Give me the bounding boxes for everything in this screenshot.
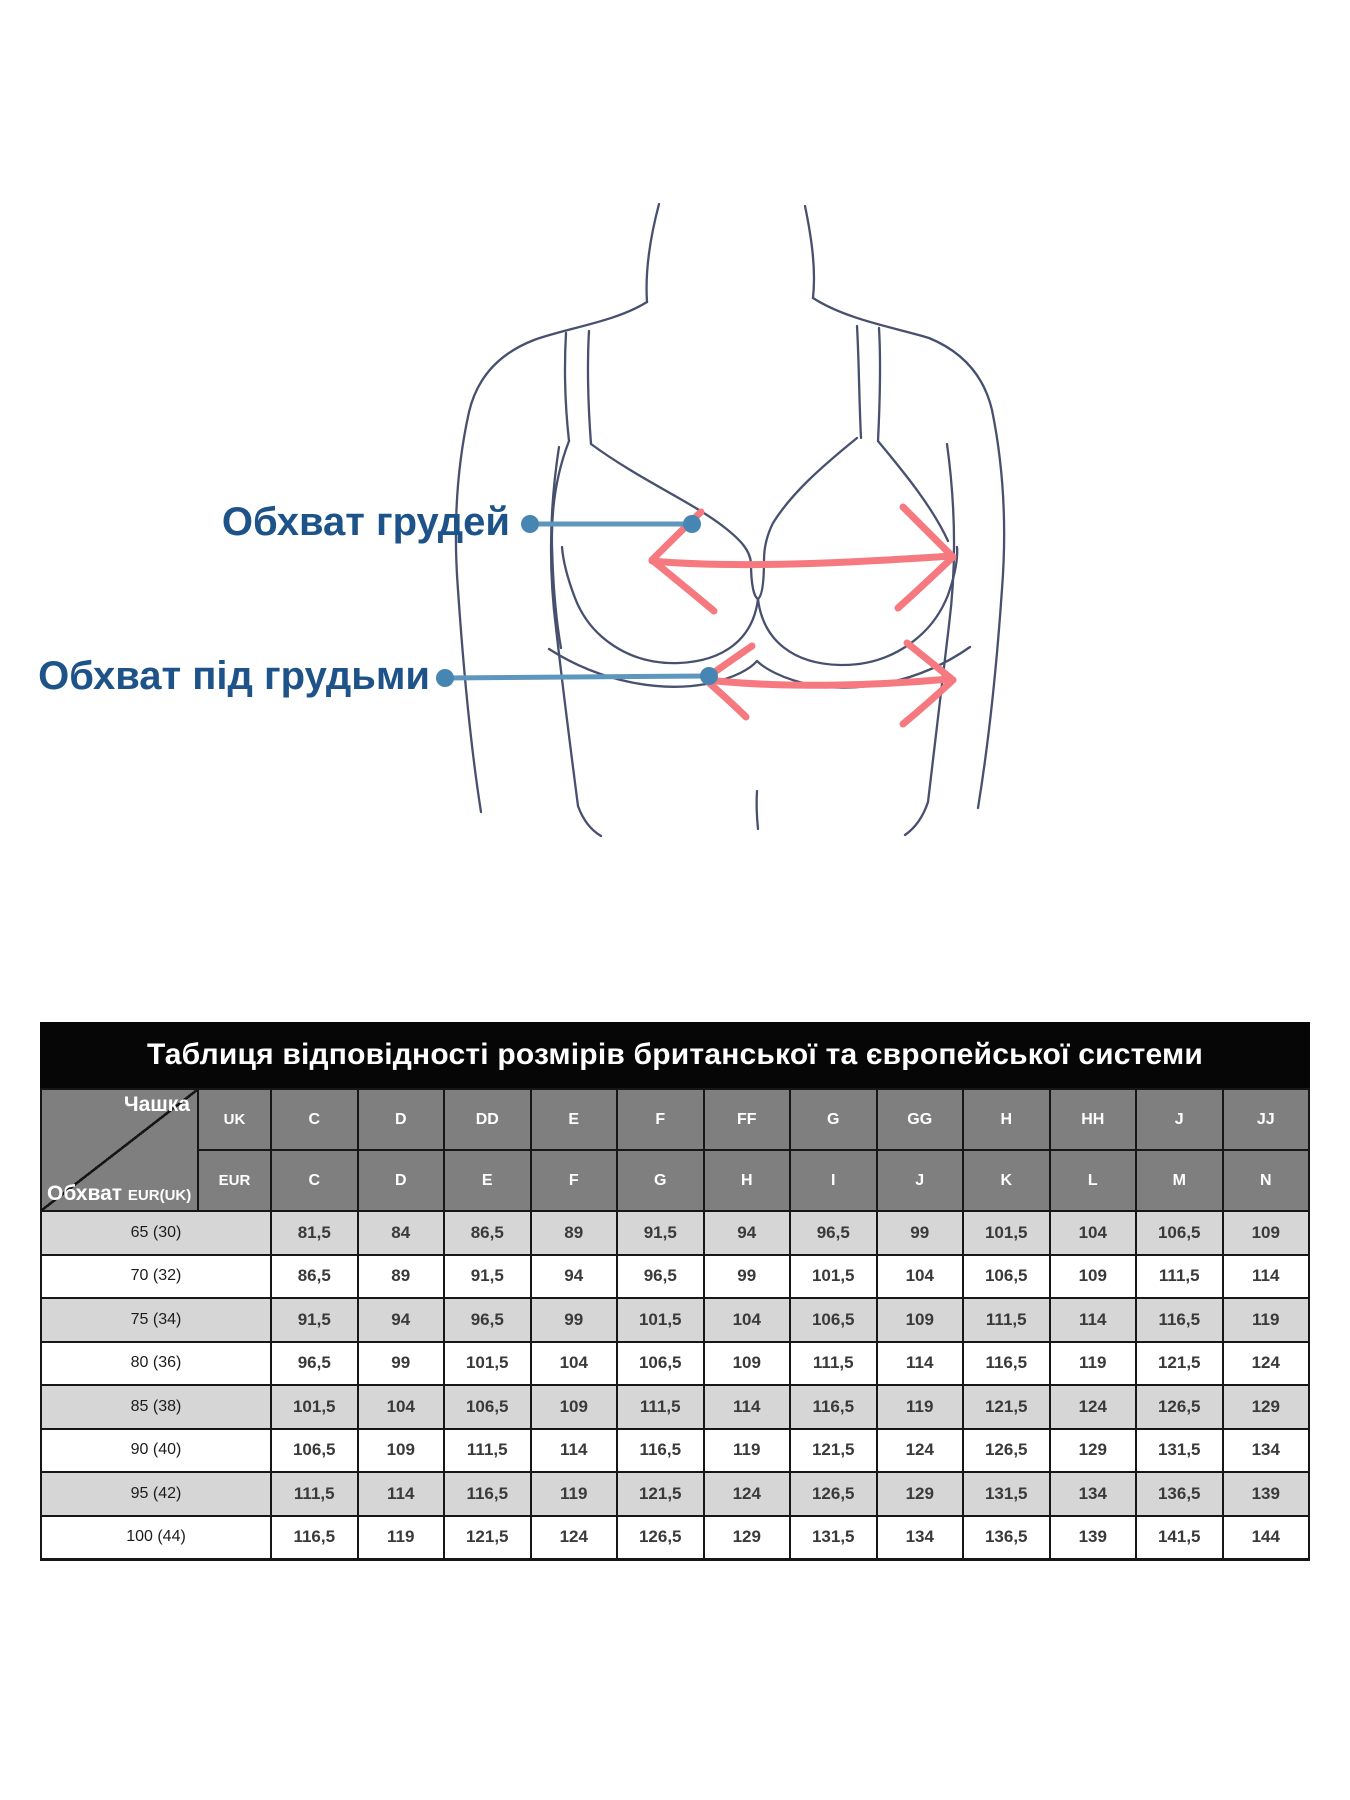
size-value-cell: 131,5 bbox=[791, 1517, 876, 1559]
size-value-cell: 139 bbox=[1224, 1473, 1309, 1515]
band-label-cell: 65 (30) bbox=[42, 1212, 270, 1254]
band-label-cell: 90 (40) bbox=[42, 1430, 270, 1472]
size-value-cell: 111,5 bbox=[1137, 1256, 1222, 1298]
size-value-cell: 129 bbox=[705, 1517, 790, 1559]
size-value-cell: 89 bbox=[532, 1212, 617, 1254]
torso-figure bbox=[456, 204, 1004, 836]
size-value-cell: 111,5 bbox=[964, 1299, 1049, 1341]
size-value-cell: 104 bbox=[878, 1256, 963, 1298]
size-value-cell: 96,5 bbox=[791, 1212, 876, 1254]
size-value-cell: 101,5 bbox=[445, 1343, 530, 1385]
size-value-cell: 119 bbox=[532, 1473, 617, 1515]
size-value-cell: 104 bbox=[532, 1343, 617, 1385]
size-value-cell: 119 bbox=[878, 1386, 963, 1428]
uk-cup-header-FF: FF bbox=[705, 1090, 790, 1149]
size-value-cell: 109 bbox=[705, 1343, 790, 1385]
bust-arrow-shaft bbox=[652, 556, 952, 565]
band-label-cell: 70 (32) bbox=[42, 1256, 270, 1298]
size-value-cell: 121,5 bbox=[964, 1386, 1049, 1428]
band-label-cell: 85 (38) bbox=[42, 1386, 270, 1428]
size-value-cell: 99 bbox=[878, 1212, 963, 1254]
size-value-cell: 126,5 bbox=[791, 1473, 876, 1515]
size-value-cell: 109 bbox=[878, 1299, 963, 1341]
underbust-connector-dot-right bbox=[700, 667, 718, 685]
size-value-cell: 124 bbox=[532, 1517, 617, 1559]
uk-cup-header-DD: DD bbox=[445, 1090, 530, 1149]
size-value-cell: 86,5 bbox=[445, 1212, 530, 1254]
size-grid bbox=[40, 1088, 1310, 1561]
size-value-cell: 124 bbox=[1051, 1386, 1136, 1428]
size-value-cell: 114 bbox=[532, 1430, 617, 1472]
size-value-cell: 129 bbox=[878, 1473, 963, 1515]
size-value-cell: 134 bbox=[1224, 1430, 1309, 1472]
size-value-cell: 101,5 bbox=[272, 1386, 357, 1428]
size-value-cell: 106,5 bbox=[791, 1299, 876, 1341]
underbust-connector-dot-left bbox=[436, 669, 454, 687]
size-value-cell: 134 bbox=[878, 1517, 963, 1559]
uk-cup-header-GG: GG bbox=[878, 1090, 963, 1149]
size-value-cell: 99 bbox=[532, 1299, 617, 1341]
size-value-cell: 121,5 bbox=[445, 1517, 530, 1559]
right-cup-side-edge bbox=[878, 441, 948, 541]
uk-cup-header-HH: HH bbox=[1051, 1090, 1136, 1149]
size-value-cell: 101,5 bbox=[618, 1299, 703, 1341]
underbust-circumference-label: Обхват під грудьми bbox=[38, 654, 430, 698]
underbust-connector-line bbox=[445, 676, 709, 678]
size-value-cell: 129 bbox=[1224, 1386, 1309, 1428]
table-title: Таблиця відповідності розмірів британської та європейської системи bbox=[40, 1022, 1310, 1088]
right-cup-neckline bbox=[758, 438, 857, 599]
size-value-cell: 94 bbox=[532, 1256, 617, 1298]
size-value-cell: 106,5 bbox=[445, 1386, 530, 1428]
eur-cup-header-K: K bbox=[964, 1151, 1049, 1210]
size-value-cell: 96,5 bbox=[445, 1299, 530, 1341]
size-value-cell: 109 bbox=[1051, 1256, 1136, 1298]
size-value-cell: 109 bbox=[1224, 1212, 1309, 1254]
size-value-cell: 121,5 bbox=[791, 1430, 876, 1472]
size-value-cell: 106,5 bbox=[618, 1343, 703, 1385]
eur-cup-header-D: D bbox=[359, 1151, 444, 1210]
eur-cup-header-I: I bbox=[791, 1151, 876, 1210]
band-label-cell: 100 (44) bbox=[42, 1517, 270, 1559]
size-value-cell: 136,5 bbox=[1137, 1473, 1222, 1515]
belly-midline bbox=[757, 791, 758, 829]
size-value-cell: 111,5 bbox=[272, 1473, 357, 1515]
size-value-cell: 94 bbox=[705, 1212, 790, 1254]
size-value-cell: 106,5 bbox=[1137, 1212, 1222, 1254]
size-value-cell: 131,5 bbox=[964, 1473, 1049, 1515]
uk-cup-header-J: J bbox=[1137, 1090, 1222, 1149]
size-value-cell: 96,5 bbox=[618, 1256, 703, 1298]
size-value-cell: 124 bbox=[878, 1430, 963, 1472]
uk-cup-header-D: D bbox=[359, 1090, 444, 1149]
size-value-cell: 104 bbox=[1051, 1212, 1136, 1254]
uk-cup-header-H: H bbox=[964, 1090, 1049, 1149]
size-value-cell: 116,5 bbox=[1137, 1299, 1222, 1341]
size-value-cell: 119 bbox=[1224, 1299, 1309, 1341]
size-value-cell: 111,5 bbox=[618, 1386, 703, 1428]
band-label-cell: 75 (34) bbox=[42, 1299, 270, 1341]
size-value-cell: 109 bbox=[359, 1430, 444, 1472]
system-header-eur: EUR bbox=[199, 1151, 270, 1210]
size-value-cell: 124 bbox=[1224, 1343, 1309, 1385]
size-value-cell: 111,5 bbox=[445, 1430, 530, 1472]
size-value-cell: 141,5 bbox=[1137, 1517, 1222, 1559]
bust-circumference-label: Обхват грудей bbox=[221, 500, 510, 544]
size-correspondence-table bbox=[40, 1022, 1310, 1561]
size-value-cell: 131,5 bbox=[1137, 1430, 1222, 1472]
size-value-cell: 144 bbox=[1224, 1517, 1309, 1559]
uk-cup-header-F: F bbox=[618, 1090, 703, 1149]
size-value-cell: 91,5 bbox=[618, 1212, 703, 1254]
size-value-cell: 96,5 bbox=[272, 1343, 357, 1385]
size-value-cell: 106,5 bbox=[272, 1430, 357, 1472]
size-value-cell: 99 bbox=[359, 1343, 444, 1385]
corner-cup-label: Чашка bbox=[123, 1093, 190, 1116]
eur-cup-header-C: C bbox=[272, 1151, 357, 1210]
size-value-cell: 114 bbox=[1224, 1256, 1309, 1298]
size-value-cell: 126,5 bbox=[1137, 1386, 1222, 1428]
underbust-measure-arrow bbox=[705, 643, 953, 724]
left-strap-inner-line bbox=[588, 331, 591, 444]
size-value-cell: 109 bbox=[532, 1386, 617, 1428]
eur-cup-header-H: H bbox=[705, 1151, 790, 1210]
size-value-cell: 121,5 bbox=[618, 1473, 703, 1515]
band-label-cell: 95 (42) bbox=[42, 1473, 270, 1515]
corner-header-cell bbox=[42, 1090, 197, 1210]
right-shoulder-arm-line bbox=[813, 298, 1004, 808]
right-inner-arm-line bbox=[905, 444, 954, 835]
size-value-cell: 114 bbox=[1051, 1299, 1136, 1341]
size-value-cell: 81,5 bbox=[272, 1212, 357, 1254]
eur-cup-header-N: N bbox=[1224, 1151, 1309, 1210]
eur-cup-header-G: G bbox=[618, 1151, 703, 1210]
size-value-cell: 104 bbox=[705, 1299, 790, 1341]
bust-label-connector bbox=[521, 515, 701, 533]
size-value-cell: 89 bbox=[359, 1256, 444, 1298]
size-value-cell: 114 bbox=[359, 1473, 444, 1515]
size-value-cell: 99 bbox=[705, 1256, 790, 1298]
bust-connector-dot-left bbox=[521, 515, 539, 533]
size-value-cell: 114 bbox=[878, 1343, 963, 1385]
size-value-cell: 136,5 bbox=[964, 1517, 1049, 1559]
neck-right-line bbox=[805, 206, 814, 298]
left-strap-outer-line bbox=[565, 333, 569, 441]
left-inner-arm-line bbox=[551, 447, 601, 836]
eur-cup-header-L: L bbox=[1051, 1151, 1136, 1210]
size-value-cell: 139 bbox=[1051, 1517, 1136, 1559]
size-value-cell: 114 bbox=[705, 1386, 790, 1428]
size-value-cell: 86,5 bbox=[272, 1256, 357, 1298]
underbust-arrow-shaft bbox=[707, 679, 950, 685]
uk-cup-header-E: E bbox=[532, 1090, 617, 1149]
uk-cup-header-G: G bbox=[791, 1090, 876, 1149]
size-value-cell: 134 bbox=[1051, 1473, 1136, 1515]
size-value-cell: 106,5 bbox=[964, 1256, 1049, 1298]
size-value-cell: 119 bbox=[705, 1430, 790, 1472]
corner-band-label: Обхват EUR(UK) bbox=[47, 1182, 192, 1205]
uk-cup-header-C: C bbox=[272, 1090, 357, 1149]
band-label-cell: 80 (36) bbox=[42, 1343, 270, 1385]
size-value-cell: 91,5 bbox=[272, 1299, 357, 1341]
bust-connector-dot-right bbox=[683, 515, 701, 533]
size-value-cell: 124 bbox=[705, 1473, 790, 1515]
size-value-cell: 111,5 bbox=[791, 1343, 876, 1385]
size-value-cell: 129 bbox=[1051, 1430, 1136, 1472]
size-value-cell: 91,5 bbox=[445, 1256, 530, 1298]
size-value-cell: 84 bbox=[359, 1212, 444, 1254]
size-value-cell: 126,5 bbox=[964, 1430, 1049, 1472]
size-value-cell: 119 bbox=[359, 1517, 444, 1559]
size-value-cell: 116,5 bbox=[272, 1517, 357, 1559]
eur-cup-header-E: E bbox=[445, 1151, 530, 1210]
size-value-cell: 101,5 bbox=[791, 1256, 876, 1298]
eur-cup-header-F: F bbox=[532, 1151, 617, 1210]
neck-left-line bbox=[647, 204, 659, 302]
underbust-label-connector bbox=[436, 667, 718, 687]
eur-cup-header-J: J bbox=[878, 1151, 963, 1210]
size-value-cell: 101,5 bbox=[964, 1212, 1049, 1254]
size-value-cell: 121,5 bbox=[1137, 1343, 1222, 1385]
uk-cup-header-JJ: JJ bbox=[1224, 1090, 1309, 1149]
right-strap-inner-line bbox=[857, 326, 861, 438]
size-value-cell: 116,5 bbox=[964, 1343, 1049, 1385]
eur-cup-header-M: M bbox=[1137, 1151, 1222, 1210]
system-header-uk: UK bbox=[199, 1090, 270, 1149]
size-value-cell: 116,5 bbox=[791, 1386, 876, 1428]
size-value-cell: 116,5 bbox=[445, 1473, 530, 1515]
size-value-cell: 119 bbox=[1051, 1343, 1136, 1385]
right-strap-outer-line bbox=[878, 328, 880, 441]
size-value-cell: 126,5 bbox=[618, 1517, 703, 1559]
size-value-cell: 94 bbox=[359, 1299, 444, 1341]
size-value-cell: 104 bbox=[359, 1386, 444, 1428]
size-value-cell: 116,5 bbox=[618, 1430, 703, 1472]
